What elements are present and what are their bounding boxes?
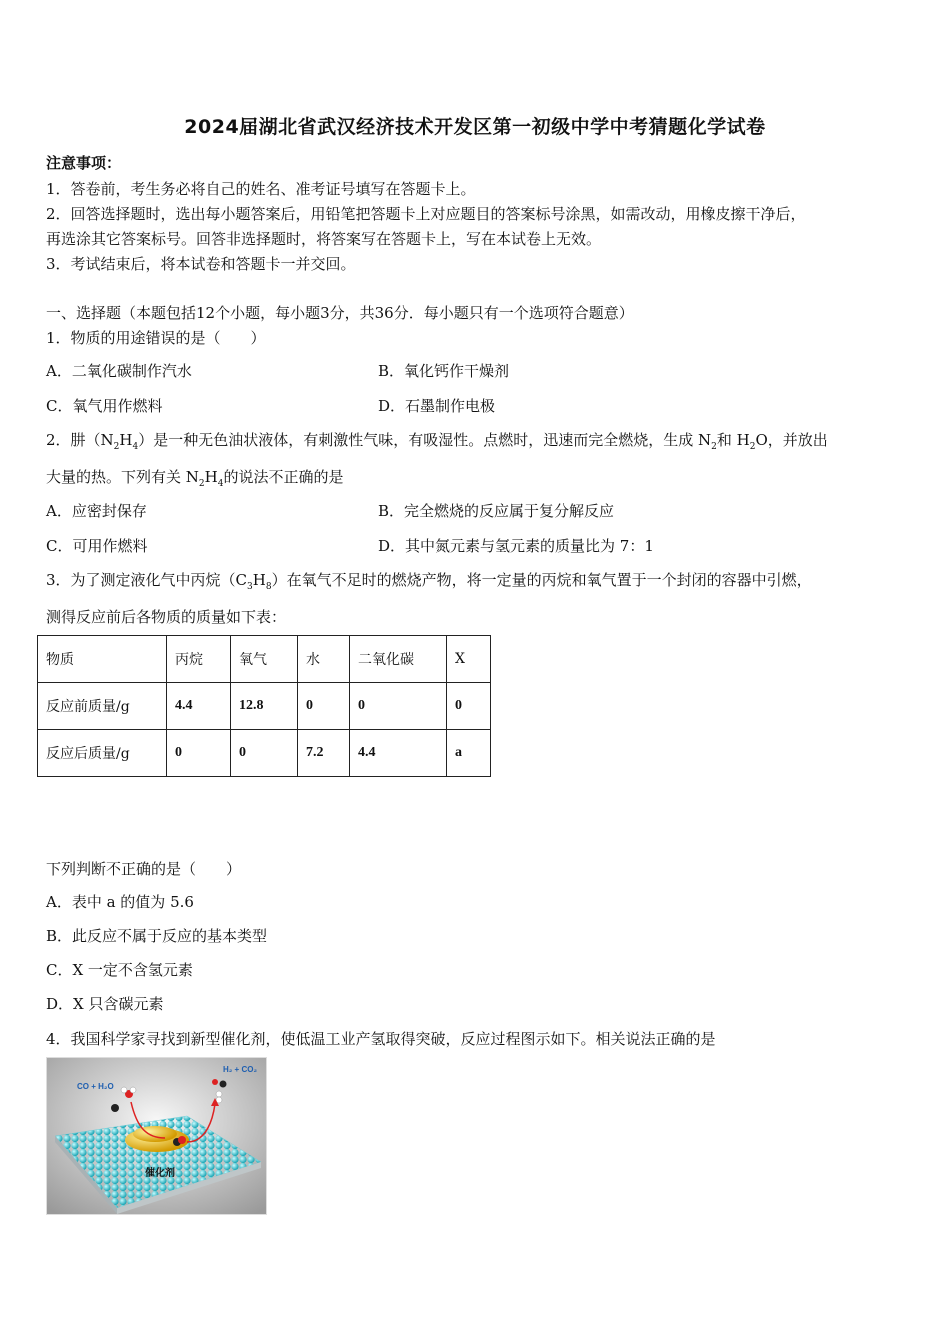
table-header-cell: 二氧化碳: [350, 636, 447, 683]
table-cell: 反应前质量/g: [38, 683, 167, 730]
table-cell: 0: [447, 683, 491, 730]
table-cell: a: [447, 730, 491, 777]
table-header-cell: 水: [298, 636, 350, 683]
question-3-stem: 3．为了测定液化气中丙烷$(C_3H_8)$在氧气不足时的燃烧产物，将一定量的丙烷和氧气置于一个封闭的容器中引燃，: [46, 571, 812, 592]
q3-option-c: C．X 一定不含氢元素: [46, 961, 193, 979]
question-4-stem: 4．我国科学家寻找到新型催化剂，使低温工业产氢取得突破，反应过程图示如下。相关说法正确的是: [46, 1030, 716, 1048]
q1-option-a: A．二氧化碳制作汽水: [46, 362, 192, 380]
question-2-stem: 2．肼$(N_2H_4)$是一种无色油状液体，有刺激性气味，有吸湿性。点燃时，迅速而完全燃烧，生成 $N_2$和 $H_2O$，并放出: [46, 431, 828, 452]
catalyst-figure: [46, 1057, 267, 1215]
q1-option-d: D．石墨制作电极: [378, 397, 496, 415]
table-cell: 12.8: [231, 683, 298, 730]
table-cell: 0: [167, 730, 231, 777]
page-title: 2024届湖北省武汉经济技术开发区第一初级中学中考猜题化学试卷: [184, 116, 766, 138]
q3-option-a: A．表中 a 的值为 5.6: [46, 893, 194, 911]
question-3-prompt: 下列判断不正确的是（ ）: [46, 860, 242, 878]
notice-item: 2．回答选择题时，选出每小题答案后，用铅笔把答题卡上对应题目的答案标号涂黑，如需改动，用橡皮擦干净后，: [46, 205, 806, 223]
table-header-cell: X: [447, 636, 491, 683]
mass-table: [37, 635, 491, 777]
table-row: [38, 683, 491, 730]
q1-option-b: B．氧化钙作干燥剂: [378, 362, 510, 380]
table-cell: 4.4: [167, 683, 231, 730]
question-3-stem-line2: 测得反应前后各物质的质量如下表：: [46, 608, 287, 626]
notice-item: 1．答卷前，考生务必将自己的姓名、准考证号填写在答题卡上。: [46, 180, 476, 198]
table-header-cell: 物质: [38, 636, 167, 683]
q3-option-b: B．此反应不属于反应的基本类型: [46, 927, 268, 945]
question-2-stem-line2: 大量的热。下列有关 $N_2H_4$的说法不正确的是: [46, 468, 344, 489]
q3-option-d: D．X 只含碳元素: [46, 995, 164, 1013]
q2-option-c: C．可用作燃料: [46, 537, 148, 555]
table-cell: 0: [298, 683, 350, 730]
table-header-cell: 氧气: [231, 636, 298, 683]
notice-item: 3．考试结束后，将本试卷和答题卡一并交回。: [46, 255, 356, 273]
table-cell: 0: [350, 683, 447, 730]
notice-heading: 注意事项：: [46, 154, 122, 172]
table-cell: 反应后质量/g: [38, 730, 167, 777]
figure-left-label: CO + H₂O: [77, 1082, 114, 1091]
table-header-row: [38, 636, 491, 683]
table-row: [38, 730, 491, 777]
notice-item: 再选涂其它答案标号。回答非选择题时，将答案写在答题卡上，写在本试卷上无效。: [46, 230, 602, 248]
q2-option-d: D．其中氮元素与氢元素的质量比为 7：1: [378, 537, 654, 555]
table-cell: 4.4: [350, 730, 447, 777]
table-cell: 0: [231, 730, 298, 777]
q2-option-a: A．应密封保存: [46, 502, 147, 520]
figure-catalyst-label: 催化剂: [145, 1168, 175, 1179]
figure-right-label: H₂ + CO₂: [223, 1065, 258, 1074]
table-cell: 7.2: [298, 730, 350, 777]
table-header-cell: 丙烷: [167, 636, 231, 683]
q1-option-c: C．氧气用作燃料: [46, 397, 163, 415]
section-heading: 一、选择题（本题包括12个小题，每小题3分，共36分．每小题只有一个选项符合题意）: [46, 304, 634, 322]
question-1-stem: 1．物质的用途错误的是（ ）: [46, 329, 266, 347]
q2-option-b: B．完全燃烧的反应属于复分解反应: [378, 502, 615, 520]
